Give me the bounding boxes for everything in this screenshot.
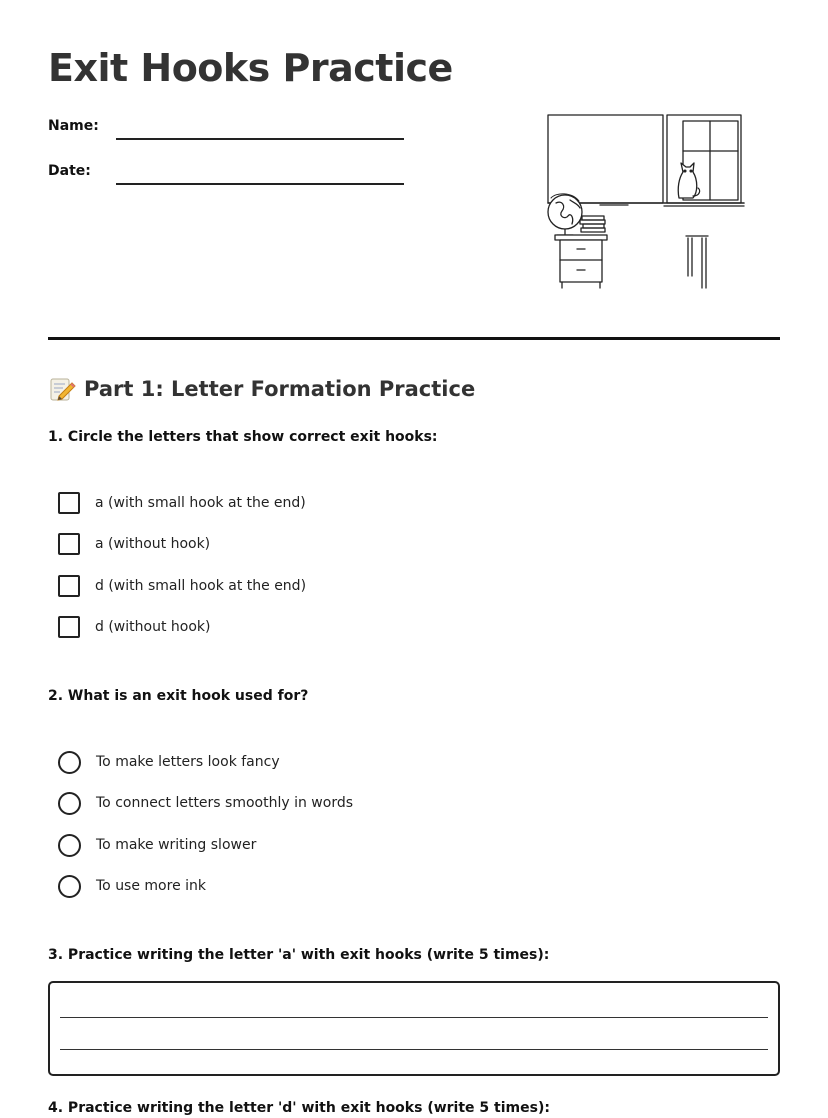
checkbox[interactable] [58, 575, 80, 597]
q1-option[interactable] [58, 532, 210, 556]
option-label: To connect letters smoothly in words [96, 795, 354, 811]
part1-heading [48, 374, 475, 404]
option-label: a (with small hook at the end) [95, 495, 306, 511]
name-field[interactable] [116, 138, 404, 140]
classroom-illustration [540, 108, 750, 294]
radio-button[interactable] [58, 875, 81, 898]
option-label: To make letters look fancy [96, 754, 280, 770]
option-label: To use more ink [96, 878, 207, 894]
option-label: d (without hook) [95, 619, 211, 635]
date-label: Date: [48, 163, 91, 179]
checkbox[interactable] [58, 492, 80, 514]
q2-option[interactable] [58, 833, 256, 857]
section-divider [48, 337, 780, 340]
name-label: Name: [48, 118, 99, 134]
radio-button[interactable] [58, 751, 81, 774]
radio-button[interactable] [58, 834, 81, 857]
part1-title: Part 1: Letter Formation Practice [84, 377, 476, 401]
option-label: d (with small hook at the end) [95, 578, 307, 594]
q1-option[interactable] [58, 491, 306, 515]
checkbox[interactable] [58, 533, 80, 555]
question-3: 3. Practice writing the letter 'a' with exit hooks (write 5 times): [48, 947, 550, 963]
checkbox[interactable] [58, 616, 80, 638]
writing-practice-box[interactable] [48, 981, 780, 1076]
q2-option[interactable] [58, 750, 280, 774]
date-field[interactable] [116, 183, 404, 185]
q2-option[interactable] [58, 874, 206, 898]
radio-button[interactable] [58, 792, 81, 815]
option-label: To make writing slower [96, 837, 257, 853]
q1-option[interactable] [58, 574, 306, 598]
option-label: a (without hook) [95, 536, 211, 552]
question-4: 4. Practice writing the letter 'd' with exit hooks (write 5 times): [48, 1100, 550, 1116]
worksheet-title: Exit Hooks Practice [48, 46, 453, 90]
question-2: 2. What is an exit hook used for? [48, 688, 309, 704]
question-1: 1. Circle the letters that show correct exit hooks: [48, 429, 438, 445]
writing-line [60, 1049, 768, 1050]
q2-option[interactable] [58, 791, 353, 815]
q1-option[interactable] [58, 615, 210, 639]
memo-pencil-icon [48, 375, 76, 403]
writing-line [60, 1017, 768, 1018]
